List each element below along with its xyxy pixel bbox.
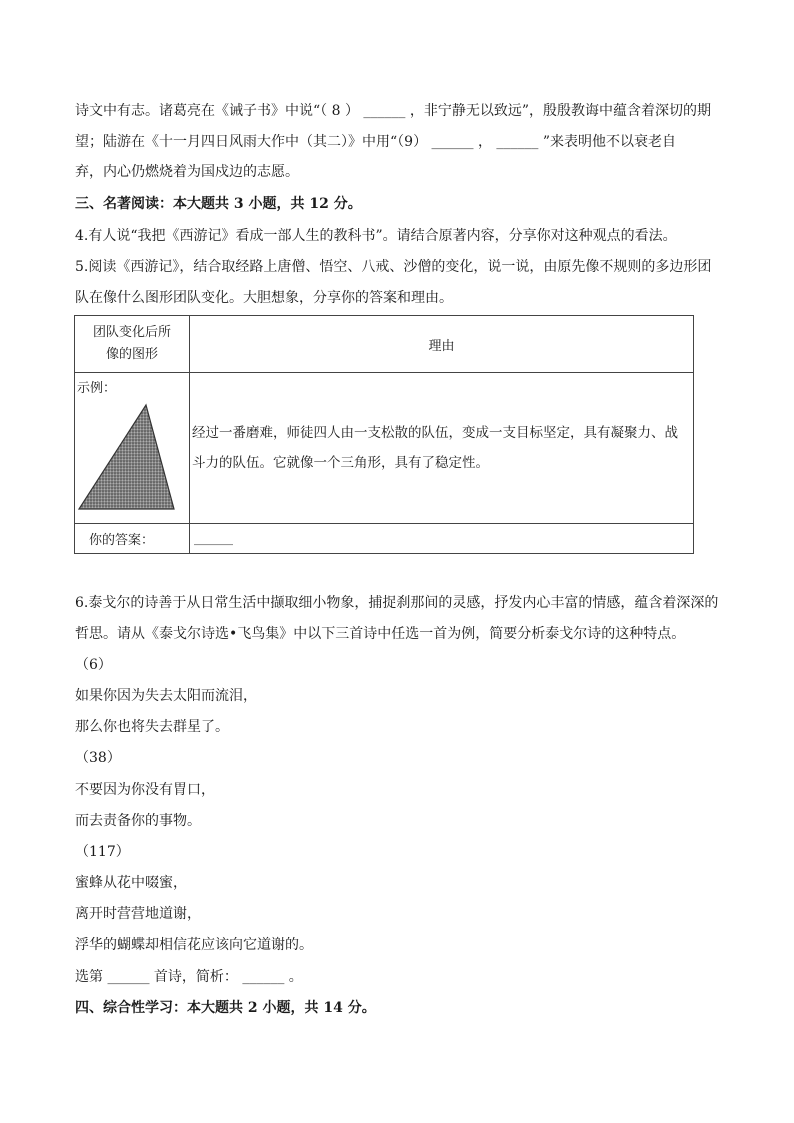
text-line: 诗文中有志。诸葛亮在《诫子书》中说“（ 8 ） ______ ，非宁静无以致远”，殷殷教诲中蕴含着深切的期 — [75, 103, 712, 119]
text-line: 望；陆游在《十一月四日风雨大作中（其二）》中用“（9） ______ ， ______ ”来表明他不以衰老自 — [75, 134, 677, 150]
poem-number: （117） — [75, 844, 130, 860]
question-6: 6.泰戈尔的诗善于从日常生活中撷取细小物象，捕捉刹那间的灵感，抒发内心丰富的情感，蕴含着深深的 — [75, 595, 719, 611]
question-4: 4.有人说“我把《西游记》看成一部人生的教科书”。请结合原著内容，分享你对这种观点的看法。 — [75, 228, 677, 244]
table-header-reason: 理由 — [190, 316, 694, 373]
poem-line: 离开时营营地道谢， — [75, 906, 201, 922]
header-text: 像的图形 — [105, 347, 158, 362]
poem-number: （38） — [75, 750, 121, 766]
section-heading: 四、综合性学习：本大题共 2 小题，共 14 分。 — [75, 1000, 376, 1016]
poem-line: 而去责备你的事物。 — [75, 813, 201, 829]
triangle-icon — [78, 403, 175, 511]
answer-line[interactable]: 选第 ______ 首诗，简析： ______ 。 — [75, 969, 303, 985]
your-answer-label: 你的答案： — [75, 524, 190, 554]
example-label: 示例： — [77, 381, 117, 396]
poem-line: 那么你也将失去群星了。 — [75, 719, 229, 735]
example-reason-cell — [190, 373, 694, 524]
question-5-cont: 队在像什么图形团队变化。大胆想象，分享你的答案和理由。 — [75, 290, 453, 306]
poem-line: 不要因为你没有胃口， — [75, 782, 215, 798]
example-shape-cell — [75, 373, 190, 524]
poem-number: （6） — [75, 657, 112, 673]
header-text: 团队变化后所 — [92, 325, 171, 340]
table-header-shape — [75, 316, 190, 373]
section-heading: 三、名著阅读：本大题共 3 小题，共 12 分。 — [75, 196, 362, 212]
poem-line: 浮华的蝴蝶却相信花应该向它道谢的。 — [75, 937, 313, 953]
poem-line: 如果你因为失去太阳而流泪， — [75, 688, 257, 704]
reason-text: 经过一番磨难，师徒四人由一支松散的队伍，变成一支目标坚定，具有凝聚力、战 — [192, 425, 678, 441]
text-line: 弃，内心仍燃烧着为国戍边的志愿。 — [75, 164, 299, 180]
reason-text: 斗力的队伍。它就像一个三角形，具有了稳定性。 — [192, 455, 489, 471]
answer-table — [74, 315, 694, 554]
your-answer-field[interactable]: ______ — [190, 524, 694, 554]
question-5: 5.阅读《西游记》，结合取经路上唐僧、悟空、八戒、沙僧的变化，说一说，由原先像不规则的多边形团 — [75, 259, 712, 275]
poem-line: 蜜蜂从花中啜蜜， — [75, 875, 187, 891]
question-6-cont: 哲思。请从《泰戈尔诗选•飞鸟集》中以下三首诗中任选一首为例，简要分析泰戈尔诗的这种特点。 — [75, 626, 686, 642]
